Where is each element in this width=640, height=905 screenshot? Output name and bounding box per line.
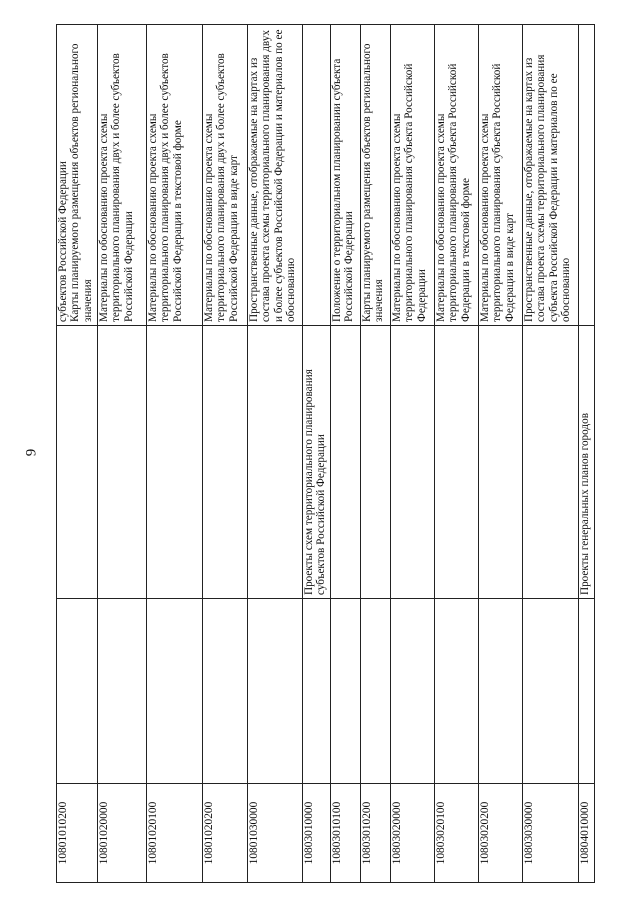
classifier-table	[56, 24, 595, 883]
code-cell: 10801020000	[98, 784, 147, 883]
table-row	[303, 25, 331, 883]
level-cell	[523, 599, 579, 784]
section-cell	[435, 326, 479, 599]
description-cell: Материалы по обоснованию проекта схемы территориального планирования субъекта Российской Федерации в виде карт	[479, 25, 523, 326]
table-row	[331, 25, 361, 883]
section-cell	[479, 326, 523, 599]
rotated-table-container	[56, 29, 595, 883]
level-cell	[479, 599, 523, 784]
description-cell	[303, 25, 331, 326]
section-cell	[391, 326, 435, 599]
section-cell	[361, 326, 391, 599]
table-row	[435, 25, 479, 883]
section-cell	[57, 326, 98, 599]
section-cell	[203, 326, 248, 599]
level-cell	[361, 599, 391, 784]
level-cell	[331, 599, 361, 784]
code-cell: 10801020100	[147, 784, 203, 883]
description-cell: Материалы по обоснованию проекта схемы территориального планирования двух и более субъектов Российской Федерации	[98, 25, 147, 326]
section-cell: Проекты схем территориального планирования субъектов Российской Федерации	[303, 326, 331, 599]
table-row	[98, 25, 147, 883]
section-cell	[331, 326, 361, 599]
code-cell: 10801020200	[203, 784, 248, 883]
code-cell: 10801030000	[248, 784, 303, 883]
level-cell	[147, 599, 203, 784]
description-cell: Пространственные данные, отображаемые на картах из состава проекта схемы территориального планирования двух и более субъектов Российской Федерации и материалов по ее обоснованию	[248, 25, 303, 326]
table-row	[361, 25, 391, 883]
level-cell	[98, 599, 147, 784]
code-cell: 10801010200	[57, 784, 98, 883]
section-cell: Проекты генеральных планов городов	[579, 326, 595, 599]
table-row	[147, 25, 203, 883]
level-cell	[248, 599, 303, 784]
table-row	[57, 25, 98, 883]
code-cell: 10803020200	[479, 784, 523, 883]
level-cell	[579, 599, 595, 784]
table-row	[523, 25, 579, 883]
description-cell: Материалы по обоснованию проекта схемы территориального планирования двух и более субъектов Российской Федерации в текстовой форме	[147, 25, 203, 326]
code-cell: 10803020000	[391, 784, 435, 883]
table-row	[203, 25, 248, 883]
table-row	[479, 25, 523, 883]
section-cell	[147, 326, 203, 599]
description-text: субъектов Российской Федерации Карты планируемого размещения объектов регионального значения	[57, 43, 94, 322]
description-cell: Материалы по обоснованию проекта схемы территориального планирования субъекта Российской Федерации в текстовой форме	[435, 25, 479, 326]
header-rule	[600, 10, 610, 11]
page-number: 9	[23, 448, 40, 457]
section-cell	[248, 326, 303, 599]
description-cell: Пространственные данные, отображаемые на картах из состава проекта схемы территориального планирования субъекта Российской Федерации и материалов по ее обоснованию	[523, 25, 579, 326]
section-cell	[98, 326, 147, 599]
description-cell: Карты планируемого размещения объектов регионального значения	[361, 25, 391, 326]
code-cell: 10803010100	[331, 784, 361, 883]
description-cell	[579, 25, 595, 326]
level-cell	[391, 599, 435, 784]
level-cell	[303, 599, 331, 784]
description-cell: Положение о территориальном планировании субъекта Российской Федерации	[331, 25, 361, 326]
code-cell: 10804010000	[579, 784, 595, 883]
code-cell: 10803010200	[361, 784, 391, 883]
description-cell	[57, 25, 98, 326]
level-cell	[203, 599, 248, 784]
code-cell: 10803020100	[435, 784, 479, 883]
code-cell: 10803030000	[523, 784, 579, 883]
level-cell	[435, 599, 479, 784]
level-cell	[57, 599, 98, 784]
table-row	[248, 25, 303, 883]
description-cell: Материалы по обоснованию проекта схемы территориального планирования двух и более субъектов Российской Федерации в виде карт	[203, 25, 248, 326]
description-cell: Материалы по обоснованию проекта схемы территориального планирования субъекта Российской Федерации	[391, 25, 435, 326]
section-cell	[523, 326, 579, 599]
table-row	[579, 25, 595, 883]
code-cell: 10803010000	[303, 784, 331, 883]
table-row	[391, 25, 435, 883]
